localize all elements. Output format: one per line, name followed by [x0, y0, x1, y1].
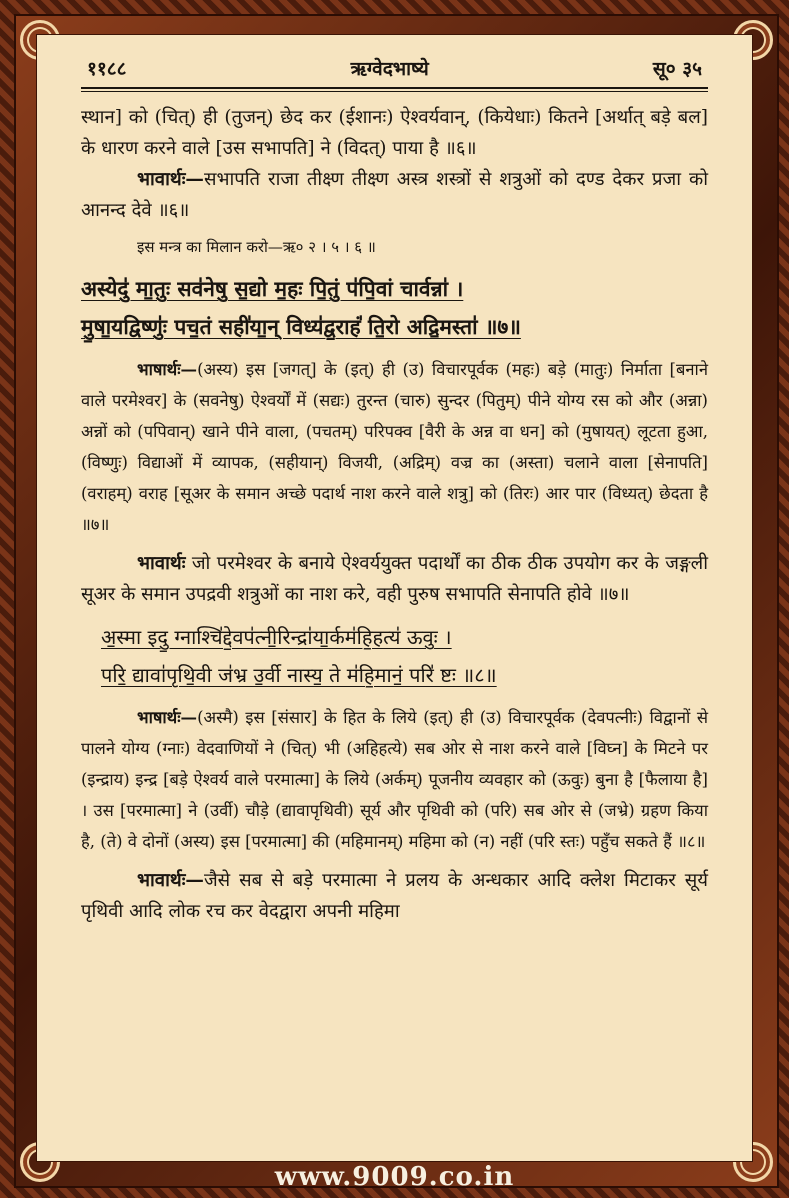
- padartha-text: (अस्य) इस [जगत्] के (इत्) ही (उ) विचारपूर्वक (महः) बड़े (मातुः) निर्माता [बनाने वाले परमेश्वर] के (सवनेषु) ऐश्वर्यों में (सद्यः) तुरन्त (चारु) सुन्दर (पितुम्) पीने योग्य रस को और (अन्ना) अन्नों को (पपिवान्) खाने पीने वाला, (पचतम्) परिपक्व [वैरी के अन्न वा धन] को (मुषायत्) लूटता हुआ, (विष्णुः) विद्याओं में व्यापक, (सहीयान्) विजयी, (अद्रिम्) वज्र का (अस्ता) चलाने वाला [सेनापति] (वराहम्) वराह [सूअर के समान अच्छे पदार्थ नाश करने वाले शत्रु] को (तिरः) आर पार (विध्यत्) छेदता है ॥७॥: [81, 360, 708, 534]
- padartha-text: (अस्मै) इस [संसार] के हित के लिये (इत्) ही (उ) विचारपूर्वक (देवपत्नीः) विद्वानों से पालने योग्य (ग्नाः) वेदवाणियों ने (चित्) भी (अहिहत्ये) सब ओर से नाश करने वाले [विघ्न] के मिटने पर (इन्द्राय) इन्द्र [बड़े ऐश्वर्य वाले परमात्मा] के लिये (अर्कम्) पूजनीय व्यवहार को (ऊवुः) बुना है [फैलाया है] । उस [परमात्मा] ने (उर्वी) चौड़े (द्यावापृथिवी) सूर्य और पृथिवी को (परि) सब ओर से (जभ्रे) ग्रहण किया है, (ते) वे दोनों (अस्य) इस [परमात्मा] की (महिमानम्) महिमा को (न) नहीं (परि स्तः) पहुँच सकते हैं ॥८॥: [81, 708, 708, 851]
- mantra-7-line-2: मु॒षा॒यद्विष्णुः॑ पच॒तं सही॑या॒न् विध्य॑द्व॒राहं॑ ति॒रो अद्रि॒मस्ता॑ ॥७॥: [81, 314, 521, 339]
- bhavartha-text: जैसे सब से बड़े परमात्मा ने प्रलय के अन्धकार आदि क्लेश मिटाकर सूर्य पृथिवी आदि लोक रच कर वेदद्वारा अपनी महिमा: [81, 870, 708, 922]
- mantra-8-line-1: अ॒स्मा इदु॒ ग्नाश्चि॑द्दे॒वप॑त्नी॒रिन्द्रा॑या॒र्कम॑हि॒हत्य॑ ऊवुः ।: [101, 625, 452, 649]
- bhavartha-label: भावार्थः—: [137, 870, 204, 891]
- bhavartha-text: जो परमेश्वर के बनाये ऐश्वर्ययुक्त पदार्थों का ठीक ठीक उपयोग कर के जङ्गली सूअर के समान उपद्रवी शत्रुओं का नाश करे, वही पुरुष सभापति सेनापति होवे ॥७॥: [81, 553, 708, 605]
- book-page: [36, 34, 753, 1162]
- bhavartha-text: सभापति राजा तीक्ष्ण तीक्ष्ण अस्त्र शस्त्रों से शत्रुओं को दण्ड देकर प्रजा को आनन्द देवे ॥६॥: [81, 169, 708, 221]
- padartha-7: [81, 354, 708, 540]
- mantra-8-line-2: परि॒ द्यावा॑पृथि॒वी ज॑भ्र उ॒र्वी नास्य॒ ते म॑हि॒मानं॒ परि॑ ष्टः ॥८॥: [101, 663, 497, 687]
- header-rule: [81, 87, 708, 92]
- bhavartha-7: [81, 548, 708, 610]
- padartha-label: भाषार्थः—: [137, 360, 198, 379]
- bhavartha-8: [81, 865, 708, 927]
- bhavartha-label: भावार्थः: [137, 553, 186, 574]
- padartha-label: भाषार्थः—: [137, 708, 198, 727]
- bhavartha-6: [81, 164, 708, 226]
- page-header: [81, 55, 708, 87]
- sukta-number: सू० ३५: [652, 58, 702, 80]
- paragraph-continuation: स्थान] को (चित्) ही (तुजन्) छेद कर (ईशानः) ऐश्वर्यवान्, (कियेधाः) कितने [अर्थात् बड़े बल] के धारण करने वाले [उस सभापति] ने (विदत्) पाया है ॥६॥: [81, 107, 708, 159]
- mantra-7-line-1: अस्येदु॑ मा॒तुः सव॑नेषु स॒द्यो म॒हः पि॒तुं प॑पि॒वां चार्वन्ना॑ ।: [81, 276, 464, 301]
- padartha-8: [81, 702, 708, 857]
- bhavartha-label: भावार्थः—: [137, 169, 204, 190]
- book-title: ऋग्वेदभाष्ये: [350, 58, 429, 80]
- website-url: www.9009.co.in: [274, 1162, 515, 1192]
- cross-reference: इस मन्त्र का मिलान करो—ऋ० २ । ५ । ६ ॥: [137, 238, 376, 256]
- page-number: ११८८: [87, 58, 127, 80]
